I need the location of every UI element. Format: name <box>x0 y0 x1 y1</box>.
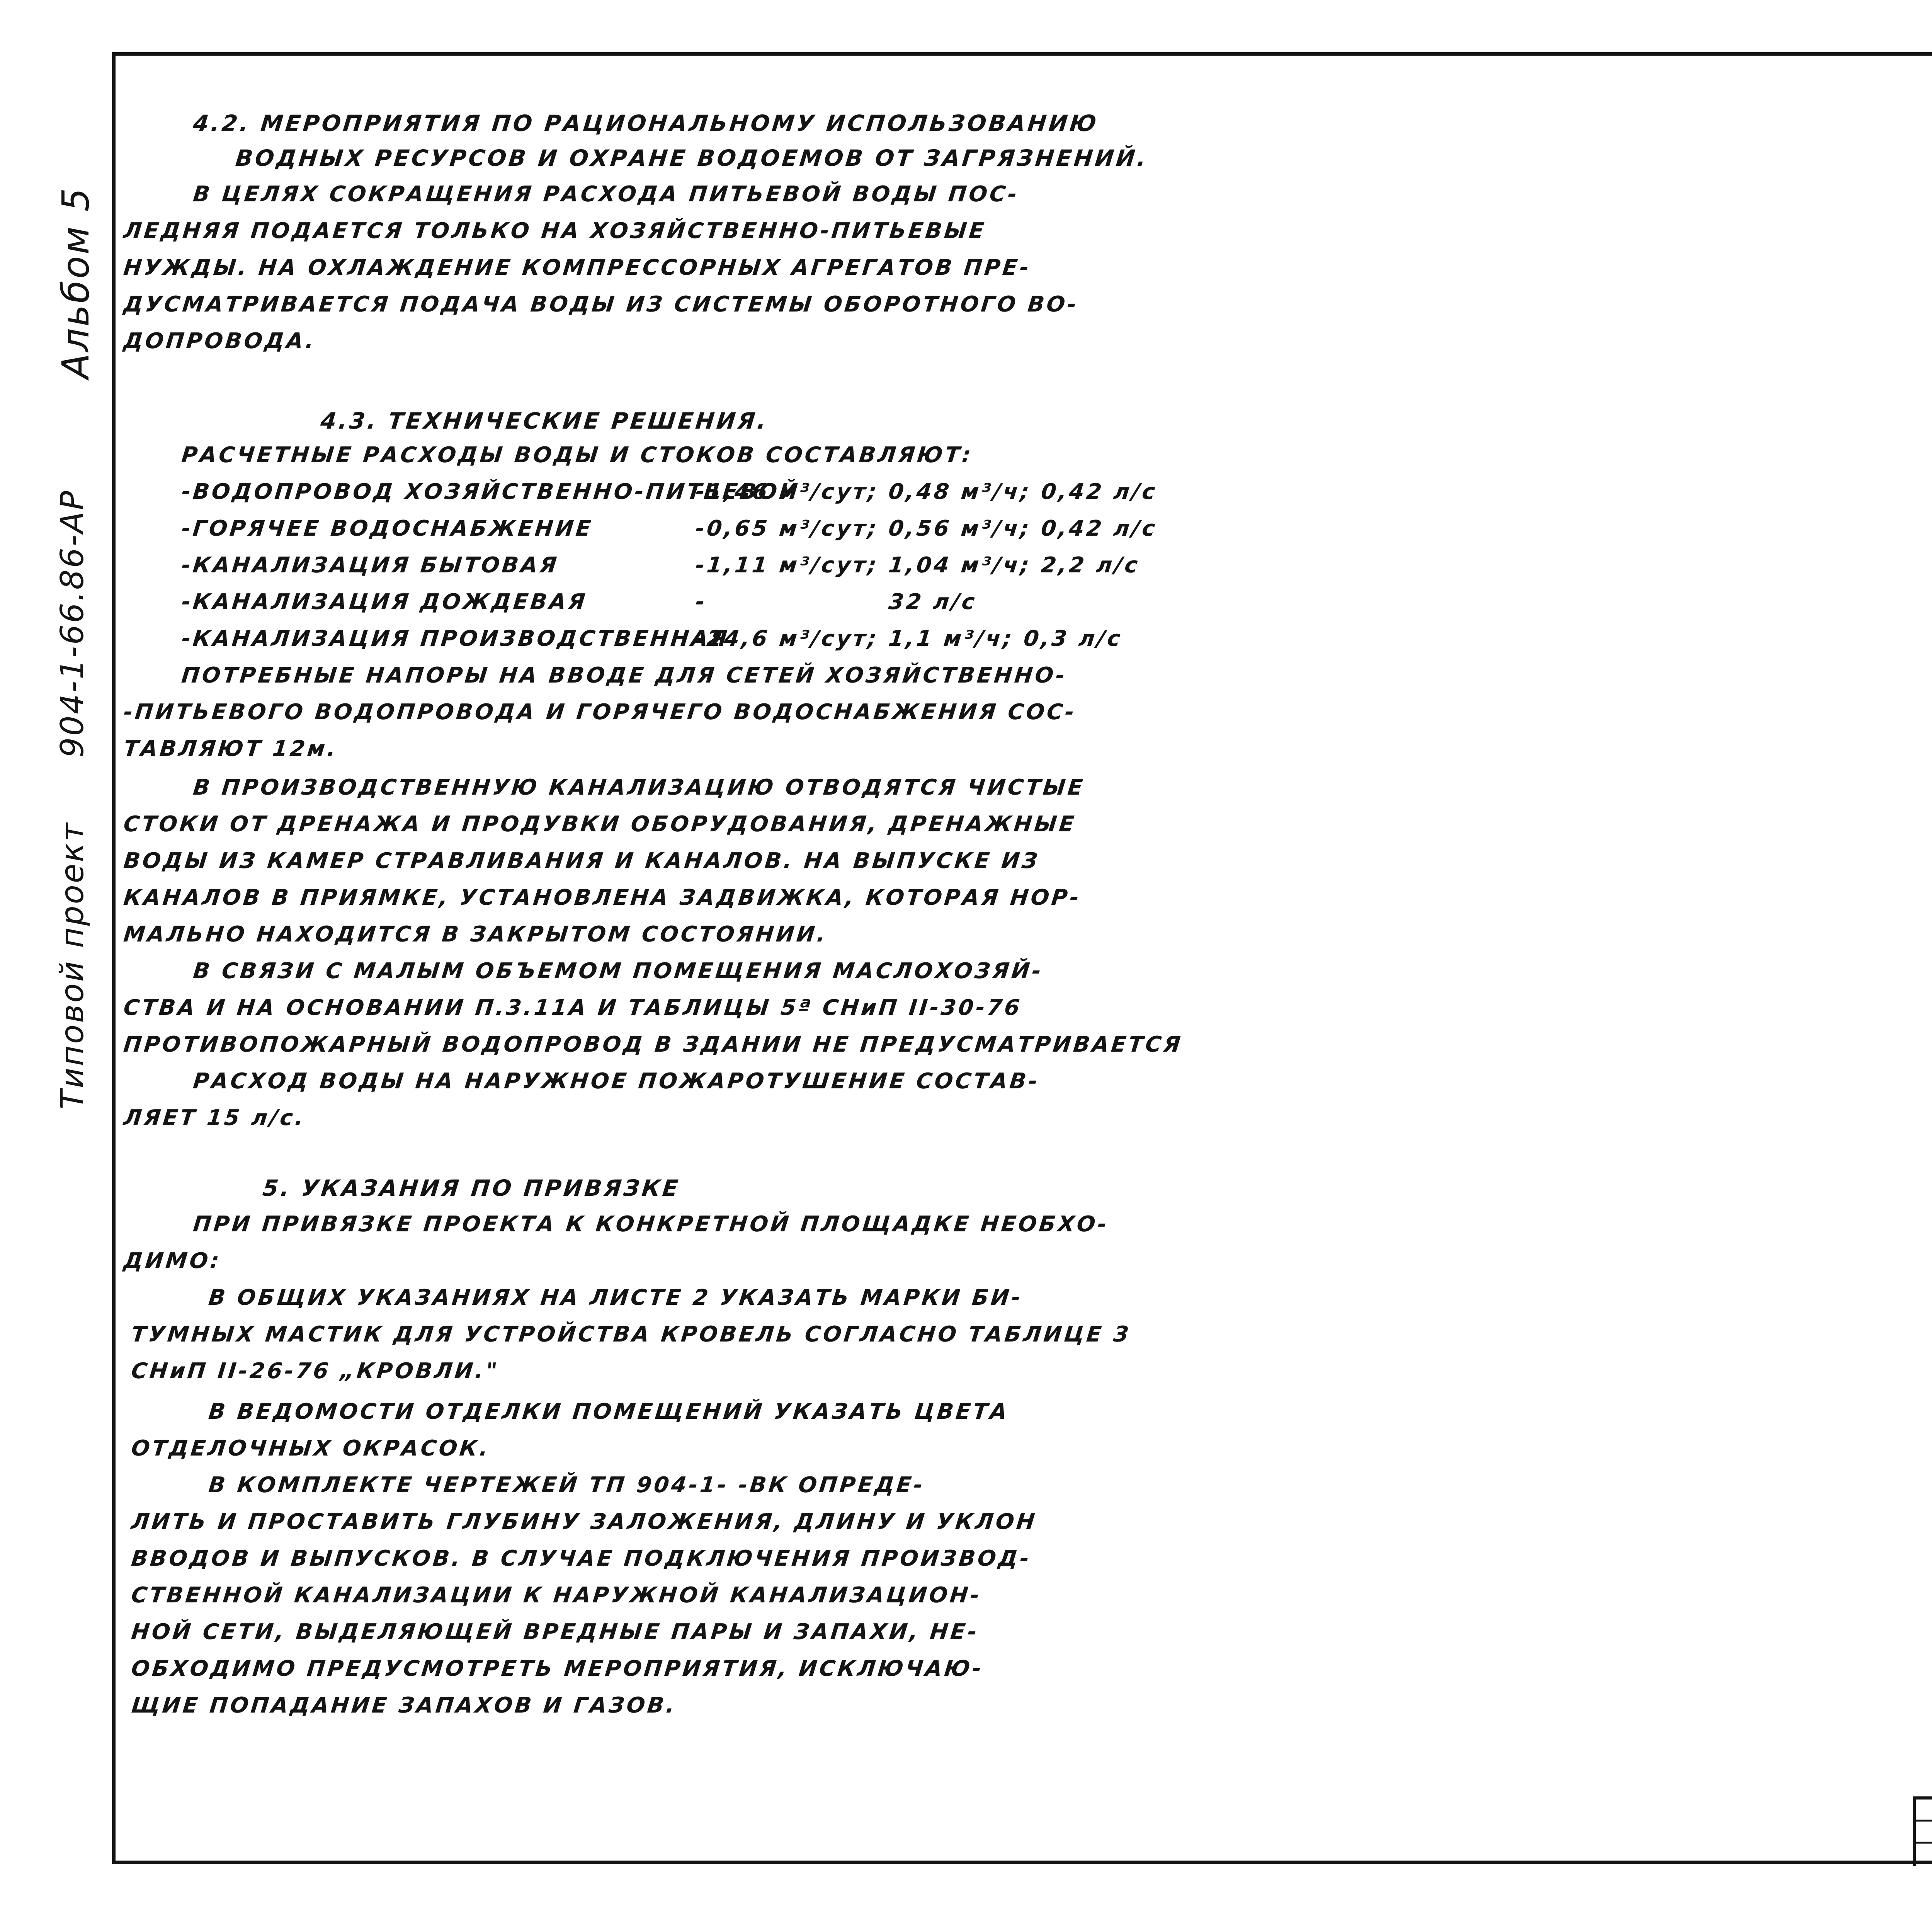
section-43-line: ПОТРЕБНЫЕ НАПОРЫ НА ВВОДЕ ДЛЯ СЕТЕЙ ХОЗЯЙСТВЕННО- <box>180 663 1068 688</box>
section-43-line: -ПИТЬЕВОГО ВОДОПРОВОДА И ГОРЯЧЕГО ВОДОСНАБЖЕНИЯ СОС- <box>122 700 1078 725</box>
section-5-line: СТВЕННОЙ КАНАЛИЗАЦИИ К НАРУЖНОЙ КАНАЛИЗАЦИОН- <box>130 1583 983 1608</box>
section-43-line: ЛЯЕТ 15 л/с. <box>122 1105 307 1130</box>
section-5-line: В ВЕДОМОСТИ ОТДЕЛКИ ПОМЕЩЕНИЙ УКАЗАТЬ ЦВЕТА <box>207 1399 1010 1424</box>
section-43-line: В ПРОИЗВОДСТВЕННУЮ КАНАЛИЗАЦИЮ ОТВОДЯТСЯ ЧИСТЫЕ <box>192 775 1086 800</box>
section-43-line: ПРОТИВОПОЖАРНЫЙ ВОДОПРОВОД В ЗДАНИИ НЕ ПРЕДУСМАТРИВАЕТСЯ <box>122 1032 1184 1057</box>
project-type-label: Типовой проект <box>54 821 91 1109</box>
section-43-line: МАЛЬНО НАХОДИТСЯ В ЗАКРЫТОМ СОСТОЯНИИ. <box>122 922 829 947</box>
section-42-title-1: 4.2. МЕРОПРИЯТИЯ ПО РАЦИОНАЛЬНОМУ ИСПОЛЬЗОВАНИЮ <box>192 110 1100 136</box>
section-5-title: 5. УКАЗАНИЯ ПО ПРИВЯЗКЕ <box>261 1175 682 1201</box>
section-43-line: В СВЯЗИ С МАЛЫМ ОБЪЕМОМ ПОМЕЩЕНИЯ МАСЛОХОЗЯЙ- <box>192 958 1045 984</box>
section-42-line: ЛЕДНЯЯ ПОДАЕТСЯ ТОЛЬКО НА ХОЗЯЙСТВЕННО-ПИТЬЕВЫЕ <box>122 218 988 243</box>
flow-item-value: -1,46 м³/сут; 0,48 м³/ч; 0,42 л/с <box>694 479 1159 504</box>
section-43-intro: РАСЧЕТНЫЕ РАСХОДЫ ВОДЫ И СТОКОВ СОСТАВЛЯЮТ: <box>180 443 975 468</box>
flow-item-name: -КАНАЛИЗАЦИЯ ПРОИЗВОДСТВЕННАЯ <box>180 626 731 651</box>
section-5-line: ДИМО: <box>122 1248 223 1273</box>
flow-item-value: - <box>694 589 708 615</box>
section-5-line: ЛИТЬ И ПРОСТАВИТЬ ГЛУБИНУ ЗАЛОЖЕНИЯ, ДЛИНУ И УКЛОН <box>130 1509 1038 1534</box>
section-42-line: ДОПРОВОДА. <box>122 329 318 354</box>
section-43-line: КАНАЛОВ В ПРИЯМКЕ, УСТАНОВЛЕНА ЗАДВИЖКА, КОТОРАЯ НОР- <box>122 885 1083 910</box>
section-5-line: В ОБЩИХ УКАЗАНИЯХ НА ЛИСТЕ 2 УКАЗАТЬ МАРКИ БИ- <box>207 1285 1024 1310</box>
section-5-line: СНиП II-26-76 „КРОВЛИ." <box>130 1359 501 1384</box>
section-43-line: РАСХОД ВОДЫ НА НАРУЖНОЕ ПОЖАРОТУШЕНИЕ СОСТАВ- <box>192 1069 1041 1094</box>
section-43-line: ТАВЛЯЮТ 12м. <box>122 736 339 761</box>
section-43-title: 4.3. ТЕХНИЧЕСКИЕ РЕШЕНИЯ. <box>319 408 770 434</box>
project-code-label: 904-1-66.86-АР <box>54 489 91 758</box>
section-5-line: ОБХОДИМО ПРЕДУСМОТРЕТЬ МЕРОПРИЯТИЯ, ИСКЛЮЧАЮ- <box>130 1656 985 1681</box>
section-5-line: НОЙ СЕТИ, ВЫДЕЛЯЮЩЕЙ ВРЕДНЫЕ ПАРЫ И ЗАПАХИ, НЕ- <box>130 1619 980 1645</box>
section-5-line: ОТДЕЛОЧНЫХ ОКРАСОК. <box>130 1436 492 1461</box>
flow-item-name: -ГОРЯЧЕЕ ВОДОСНАБЖЕНИЕ <box>180 516 594 541</box>
section-42-line: ДУСМАТРИВАЕТСЯ ПОДАЧА ВОДЫ ИЗ СИСТЕМЫ ОБОРОТНОГО ВО- <box>122 292 1080 317</box>
flow-item-value-2: 32 л/с <box>887 589 978 615</box>
flow-item-name: -ВОДОПРОВОД ХОЗЯЙСТВЕННО-ПИТЬЕВОЙ <box>180 479 801 504</box>
section-42-line: В ЦЕЛЯХ СОКРАЩЕНИЯ РАСХОДА ПИТЬЕВОЙ ВОДЫ ПОС- <box>192 182 1020 207</box>
section-43-line: СТВА И НА ОСНОВАНИИ П.3.11А И ТАБЛИЦЫ 5ª СНиП II-30-76 <box>122 995 1023 1020</box>
section-5-line: ПРИ ПРИВЯЗКЕ ПРОЕКТА К КОНКРЕТНОЙ ПЛОЩАДКЕ НЕОБХО- <box>192 1212 1111 1237</box>
section-5-line: ВВОДОВ И ВЫПУСКОВ. В СЛУЧАЕ ПОДКЛЮЧЕНИЯ ПРОИЗВОД- <box>130 1546 1033 1571</box>
flow-item-value: -24,6 м³/сут; 1,1 м³/ч; 0,3 л/с <box>694 626 1124 651</box>
section-42-title-2: ВОДНЫХ РЕСУРСОВ И ОХРАНЕ ВОДОЕМОВ ОТ ЗАГРЯЗНЕНИЙ. <box>234 145 1150 171</box>
flow-item-name: -КАНАЛИЗАЦИЯ БЫТОВАЯ <box>180 553 560 578</box>
section-42-line: НУЖДЫ. НА ОХЛАЖДЕНИЕ КОМПРЕССОРНЫХ АГРЕГАТОВ ПРЕ- <box>122 255 1032 280</box>
section-43-line: ВОДЫ ИЗ КАМЕР СТРАВЛИВАНИЯ И КАНАЛОВ. НА ВЫПУСКЕ ИЗ <box>122 848 1041 873</box>
section-5-line: В КОМПЛЕКТЕ ЧЕРТЕЖЕЙ ТП 904-1- -ВК ОПРЕДЕ- <box>207 1473 927 1498</box>
flow-item-name: -КАНАЛИЗАЦИЯ ДОЖДЕВАЯ <box>180 589 589 615</box>
section-5-line: ЩИЕ ПОПАДАНИЕ ЗАПАХОВ И ГАЗОВ. <box>130 1693 678 1718</box>
flow-item-value: -0,65 м³/сут; 0,56 м³/ч; 0,42 л/с <box>694 516 1159 541</box>
flow-item-value: -1,11 м³/сут; 1,04 м³/ч; 2,2 л/с <box>694 553 1141 578</box>
section-43-line: СТОКИ ОТ ДРЕНАЖА И ПРОДУВКИ ОБОРУДОВАНИЯ, ДРЕНАЖНЫЕ <box>122 812 1078 837</box>
section-5-line: ТУМНЫХ МАСТИК ДЛЯ УСТРОЙСТВА КРОВЕЛЬ СОГЛАСНО ТАБЛИЦЕ 3 <box>130 1322 1133 1347</box>
album-label: Альбом 5 <box>54 186 97 379</box>
